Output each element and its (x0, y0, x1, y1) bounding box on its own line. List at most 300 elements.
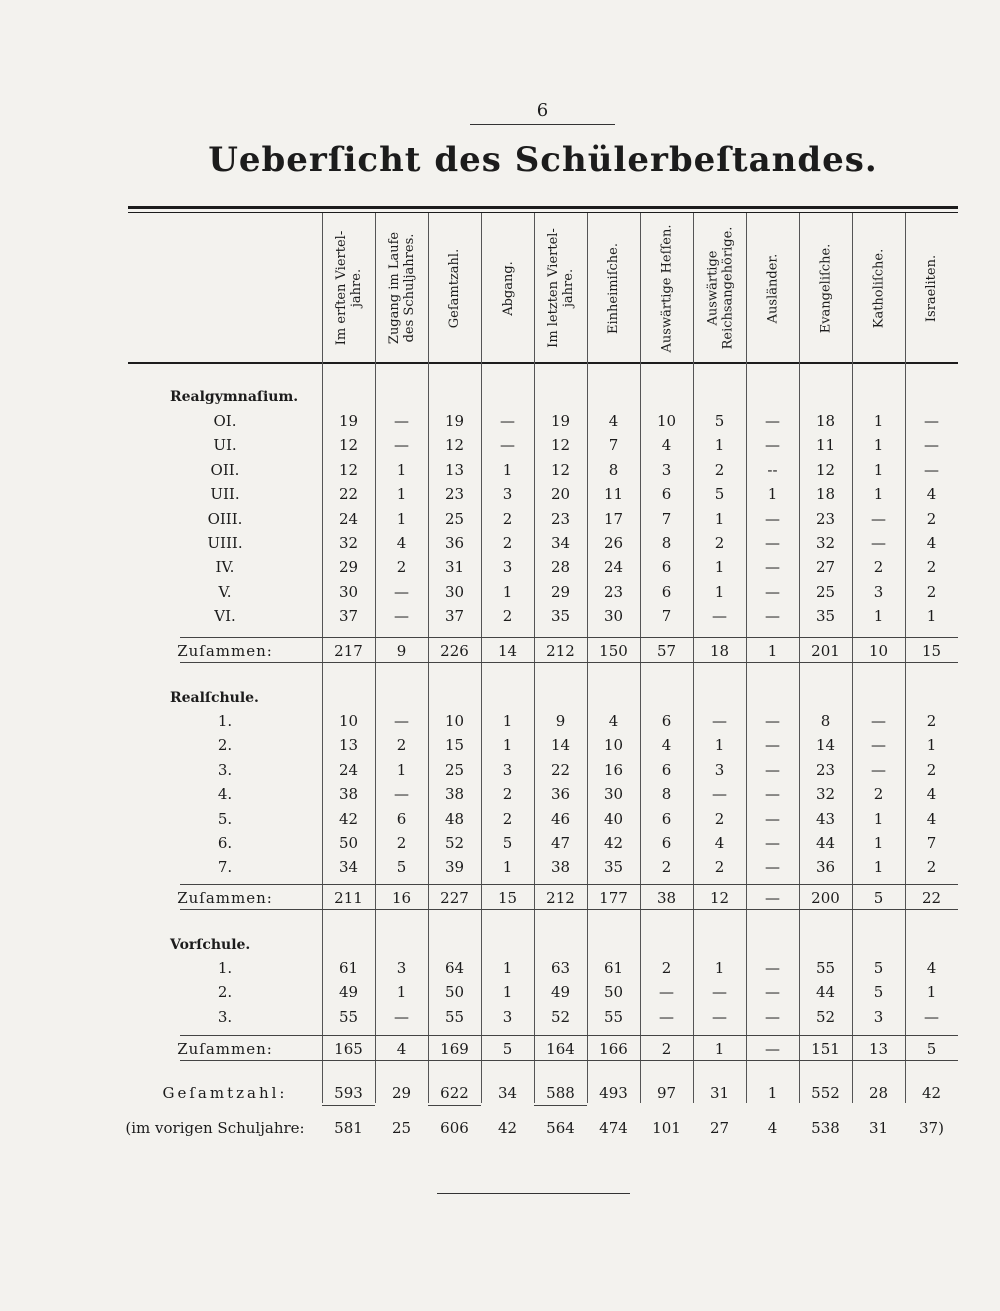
table-row-cell: 55 (444, 1008, 465, 1026)
table-row-cell: 1 (873, 607, 884, 625)
table-row-cell: 22 (550, 761, 571, 779)
table-row-cell: 1 (767, 485, 778, 503)
table-row-cell: 2 (396, 558, 407, 576)
subtotal-row-cell: — (765, 889, 780, 907)
table-row-cell: 23 (550, 510, 571, 528)
table-row-cell: 52 (815, 1008, 836, 1026)
table-row-cell: 3 (502, 761, 513, 779)
subtotal-row-cell: 212 (546, 642, 575, 660)
table-row-cell: 35 (815, 607, 836, 625)
table-row-cell: 24 (603, 558, 624, 576)
table-row-cell: 10 (656, 412, 677, 430)
table-row-cell: 1 (926, 983, 937, 1001)
table-row-cell: — (765, 534, 780, 552)
table-row-cell: 5 (714, 485, 725, 503)
table-row-cell: 4 (926, 959, 937, 977)
column-header (376, 216, 428, 360)
table-row-cell: 9 (555, 712, 566, 730)
table-row-cell: — (394, 712, 409, 730)
subtotal-rule (180, 909, 958, 910)
table-row-cell: 35 (550, 607, 571, 625)
subtotal-row-cell: 22 (921, 889, 942, 907)
table-row-cell: 5 (873, 959, 884, 977)
table-row-cell: — (871, 736, 886, 754)
table-row-cell: 5 (714, 412, 725, 430)
previous-year-row-cell: 581 (334, 1119, 363, 1137)
column-header (535, 216, 587, 360)
table-row-cell: 25 (444, 510, 465, 528)
table-row-cell: 4 (661, 736, 672, 754)
table-row-cell: 2 (714, 461, 725, 479)
subtotal-row-cell: 177 (599, 889, 628, 907)
table-row-cell: 3 (873, 583, 884, 601)
table-row-cell: 8 (608, 461, 619, 479)
table-row-cell: 2 (661, 959, 672, 977)
table-row-cell: 7 (661, 607, 672, 625)
table-row-cell: 46 (550, 810, 571, 828)
grand-total-row-cell: 31 (709, 1084, 730, 1102)
table-row-cell: 2 (714, 858, 725, 876)
table-row-cell: 1 (502, 983, 513, 1001)
table-row-cell: 14 (815, 736, 836, 754)
subtotal-row-cell: 211 (334, 889, 363, 907)
table-row-cell: 2 (873, 785, 884, 803)
table-row-cell: 25 (444, 761, 465, 779)
column-header (800, 216, 852, 360)
subtotal-rule (180, 884, 958, 885)
grand-total-label: Geſamtzahl: (162, 1084, 288, 1102)
grand-total-row-cell: 97 (656, 1084, 677, 1102)
section-title: Realſchule. (170, 690, 259, 706)
subtotal-row-cell: 166 (599, 1040, 628, 1058)
table-row-cell: 12 (338, 461, 359, 479)
table-row-cell: 29 (550, 583, 571, 601)
table-row-cell: 7 (608, 436, 619, 454)
table-row-cell: 30 (338, 583, 359, 601)
table-row-cell: 2 (873, 558, 884, 576)
table-row-cell: 3 (502, 558, 513, 576)
table-row-cell: 1 (396, 761, 407, 779)
table-row-cell: 12 (550, 436, 571, 454)
column-header-rule (128, 362, 958, 364)
table-row-cell: 30 (603, 785, 624, 803)
column-header (641, 216, 693, 360)
table-row-cell: 25 (815, 583, 836, 601)
table-row-cell: 49 (550, 983, 571, 1001)
subtotal-label: Zuſammen: (177, 889, 273, 907)
table-row-cell: 1 (926, 607, 937, 625)
column-header-label: Im letzten Viertel- jahre. (546, 228, 577, 348)
table-row-cell: 61 (603, 959, 624, 977)
table-row-cell: 1 (396, 983, 407, 1001)
table-row-cell: 2 (714, 534, 725, 552)
table-row-cell: 1 (873, 461, 884, 479)
table-row-cell: 16 (603, 761, 624, 779)
table-row-cell: 23 (603, 583, 624, 601)
table-row-cell: 8 (820, 712, 831, 730)
row-label: V. (218, 583, 232, 601)
table-row-cell: 11 (603, 485, 624, 503)
table-row-cell: 37 (444, 607, 465, 625)
table-row-cell: — (765, 761, 780, 779)
row-label: UI. (213, 436, 237, 454)
table-row-cell: 5 (873, 983, 884, 1001)
row-label: 6. (217, 834, 233, 852)
section-title: Realgymnaſium. (170, 389, 299, 405)
table-row-cell: 1 (502, 712, 513, 730)
subtotal-row-cell: 1 (714, 1040, 725, 1058)
subtotal-row-cell: 9 (396, 642, 407, 660)
table-row-cell: 50 (603, 983, 624, 1001)
table-row-cell: 2 (502, 607, 513, 625)
table-row-cell: 3 (873, 1008, 884, 1026)
table-row-cell: — (394, 412, 409, 430)
table-row-cell: — (871, 534, 886, 552)
table-row-cell: 6 (661, 834, 672, 852)
table-row-cell: — (765, 810, 780, 828)
subtotal-row-cell: 164 (546, 1040, 575, 1058)
previous-year-row-cell: 538 (811, 1119, 840, 1137)
table-row-cell: 1 (396, 461, 407, 479)
column-header (323, 216, 375, 360)
subtotal-row-cell: 150 (599, 642, 628, 660)
grand-total-row-cell: 493 (599, 1084, 628, 1102)
previous-year-row-cell: 42 (497, 1119, 518, 1137)
table-row-cell: 36 (550, 785, 571, 803)
table-row-cell: — (765, 558, 780, 576)
table-row-cell: 10 (444, 712, 465, 730)
row-label: 7. (217, 858, 233, 876)
column-header-label: Auswärtige Heſſen. (659, 224, 675, 352)
table-row-cell: — (924, 461, 939, 479)
grand-total-row-cell: 622 (440, 1084, 469, 1102)
subtotal-row-cell: 5 (502, 1040, 513, 1058)
subtotal-row-cell: 201 (811, 642, 840, 660)
subtotal-rule (180, 1060, 958, 1061)
table-row-cell: 2 (396, 736, 407, 754)
table-row-cell: — (712, 607, 727, 625)
table-row-cell: 1 (714, 510, 725, 528)
table-row-cell: 1 (714, 583, 725, 601)
subtotal-row-cell: 200 (811, 889, 840, 907)
table-row-cell: 40 (603, 810, 624, 828)
table-row-cell: 48 (444, 810, 465, 828)
subtotal-row-cell: 16 (391, 889, 412, 907)
table-row-cell: 1 (502, 461, 513, 479)
table-row-cell: 3 (661, 461, 672, 479)
grand-total-row-cell: 29 (391, 1084, 412, 1102)
table-row-cell: — (765, 736, 780, 754)
subtotal-label: Zuſammen: (177, 1040, 273, 1058)
table-row-cell: 3 (502, 485, 513, 503)
column-header-label: Geſamtzahl. (447, 248, 463, 328)
subtotal-row-cell: 226 (440, 642, 469, 660)
table-row-cell: 55 (338, 1008, 359, 1026)
table-row-cell: 4 (608, 712, 619, 730)
table-row-cell: 1 (502, 736, 513, 754)
subtotal-rule (180, 1035, 958, 1036)
previous-year-row-cell: 606 (440, 1119, 469, 1137)
table-row-cell: 6 (661, 712, 672, 730)
table-row-cell: — (871, 712, 886, 730)
table-row-cell: 28 (550, 558, 571, 576)
subtotal-row-cell: 13 (868, 1040, 889, 1058)
table-row-cell: 36 (815, 858, 836, 876)
previous-year-row-cell: 4 (767, 1119, 778, 1137)
grand-total-underline (322, 1105, 375, 1106)
subtotal-row-cell: 14 (497, 642, 518, 660)
table-row-cell: — (765, 412, 780, 430)
section-title: Vorſchule. (170, 937, 251, 953)
table-row-cell: 1 (714, 736, 725, 754)
table-row-cell: 2 (926, 761, 937, 779)
grand-total-row-cell: 1 (767, 1084, 778, 1102)
table-row-cell: — (924, 1008, 939, 1026)
row-label: OII. (210, 461, 240, 479)
table-row-cell: — (765, 712, 780, 730)
table-row-cell: 4 (926, 485, 937, 503)
subtotal-row-cell: 227 (440, 889, 469, 907)
previous-year-row-cell: 474 (599, 1119, 628, 1137)
table-row-cell: 1 (502, 583, 513, 601)
table-row-cell: 55 (815, 959, 836, 977)
table-row-cell: 4 (608, 412, 619, 430)
table-row-cell: 1 (502, 959, 513, 977)
table-row-cell: — (765, 959, 780, 977)
subtotal-label: Zuſammen: (177, 642, 273, 660)
table-row-cell: 12 (338, 436, 359, 454)
subtotal-row-cell: 18 (709, 642, 730, 660)
table-row-cell: 3 (502, 1008, 513, 1026)
table-row-cell: 2 (926, 712, 937, 730)
grand-total-underline (428, 1105, 481, 1106)
table-row-cell: 1 (396, 510, 407, 528)
table-row-cell: 38 (338, 785, 359, 803)
table-row-cell: 6 (396, 810, 407, 828)
table-row-cell: — (924, 412, 939, 430)
table-row-cell: 12 (550, 461, 571, 479)
table-row-cell: 43 (815, 810, 836, 828)
page-title: Ueberſicht des Schülerbeſtandes. (208, 140, 878, 180)
subtotal-row-cell: 10 (868, 642, 889, 660)
column-header-label: Auswärtige Reichsangehörige. (705, 226, 736, 350)
column-header-label: Einheimiſche. (606, 242, 622, 334)
page-number: 6 (470, 100, 615, 125)
subtotal-row-cell: 57 (656, 642, 677, 660)
table-row-cell: — (394, 583, 409, 601)
table-row-cell: 1 (502, 858, 513, 876)
table-row-cell: 1 (873, 834, 884, 852)
table-row-cell: 52 (550, 1008, 571, 1026)
table-row-cell: 1 (714, 436, 725, 454)
table-row-cell: 36 (444, 534, 465, 552)
column-header-label: Evangeliſche. (818, 243, 834, 333)
table-row-cell: 1 (873, 412, 884, 430)
table-row-cell: 27 (815, 558, 836, 576)
table-row-cell: — (712, 983, 727, 1001)
subtotal-row-cell: 1 (767, 642, 778, 660)
table-row-cell: — (765, 983, 780, 1001)
table-row-cell: 50 (338, 834, 359, 852)
table-row-cell: — (659, 983, 674, 1001)
table-row-cell: 12 (444, 436, 465, 454)
subtotal-row-cell: 151 (811, 1040, 840, 1058)
table-row-cell: 6 (661, 583, 672, 601)
table-row-cell: 1 (714, 558, 725, 576)
table-row-cell: 4 (926, 534, 937, 552)
table-row-cell: 63 (550, 959, 571, 977)
table-row-cell: — (712, 712, 727, 730)
grand-total-row-cell: 552 (811, 1084, 840, 1102)
row-label: 3. (217, 761, 233, 779)
row-label: OI. (213, 412, 237, 430)
table-row-cell: 2 (396, 834, 407, 852)
row-label: 5. (217, 810, 233, 828)
table-row-cell: 6 (661, 485, 672, 503)
table-row-cell: 10 (603, 736, 624, 754)
table-row-cell: — (765, 1008, 780, 1026)
subtotal-row-cell: 165 (334, 1040, 363, 1058)
table-row-cell: 7 (926, 834, 937, 852)
subtotal-row-cell: 38 (656, 889, 677, 907)
subtotal-row-cell: 5 (873, 889, 884, 907)
table-row-cell: 1 (873, 436, 884, 454)
table-row-cell: 6 (661, 761, 672, 779)
previous-year-row-cell: 564 (546, 1119, 575, 1137)
table-row-cell: 6 (661, 810, 672, 828)
column-header (429, 216, 481, 360)
table-row-cell: 37 (338, 607, 359, 625)
table-row-cell: 2 (502, 785, 513, 803)
column-header (747, 216, 799, 360)
row-label: OIII. (207, 510, 243, 528)
table-row-cell: — (765, 785, 780, 803)
table-row-cell: 42 (338, 810, 359, 828)
table-row-cell: — (765, 583, 780, 601)
table-row-cell: 32 (815, 534, 836, 552)
row-label: UIII. (207, 534, 243, 552)
row-label: IV. (215, 558, 235, 576)
table-row-cell: 18 (815, 485, 836, 503)
table-row-cell: 2 (926, 583, 937, 601)
table-row-cell: 5 (396, 858, 407, 876)
row-label: 3. (217, 1008, 233, 1026)
table-row-cell: 52 (444, 834, 465, 852)
table-row-cell: 5 (502, 834, 513, 852)
table-row-cell: 30 (603, 607, 624, 625)
row-label: 2. (217, 736, 233, 754)
table-row-cell: 23 (815, 510, 836, 528)
table-row-cell: 15 (444, 736, 465, 754)
header-rule-thin (128, 212, 958, 213)
table-row-cell: 23 (444, 485, 465, 503)
table-row-cell: — (765, 858, 780, 876)
table-row-cell: 23 (815, 761, 836, 779)
table-row-cell: — (394, 785, 409, 803)
table-row-cell: 4 (396, 534, 407, 552)
table-row-cell: — (659, 1008, 674, 1026)
table-row-cell: 1 (873, 858, 884, 876)
table-row-cell: — (765, 834, 780, 852)
subtotal-row-cell: 5 (926, 1040, 937, 1058)
column-header (588, 216, 640, 360)
table-row-cell: 31 (444, 558, 465, 576)
table-row-cell: — (924, 436, 939, 454)
table-row-cell: — (765, 436, 780, 454)
table-row-cell: 2 (502, 810, 513, 828)
column-header-label: Abgang. (500, 260, 516, 316)
previous-year-row-cell: 37) (919, 1119, 944, 1137)
table-row-cell: — (500, 436, 515, 454)
table-row-cell: 29 (338, 558, 359, 576)
column-header-label: Im erſten Viertel- jahre. (334, 230, 364, 346)
table-row-cell: — (394, 1008, 409, 1026)
table-row-cell: 20 (550, 485, 571, 503)
previous-year-row-cell: 101 (652, 1119, 681, 1137)
column-header (482, 216, 534, 360)
table-row-cell: — (500, 412, 515, 430)
subtotal-rule (180, 637, 958, 638)
subtotal-row-cell: 217 (334, 642, 363, 660)
table-row-cell: 4 (661, 436, 672, 454)
table-row-cell: 13 (338, 736, 359, 754)
table-row-cell: 4 (714, 834, 725, 852)
table-row-cell: 39 (444, 858, 465, 876)
table-row-cell: — (765, 607, 780, 625)
table-row-cell: 10 (338, 712, 359, 730)
table-row-cell: 2 (714, 810, 725, 828)
table-row-cell: — (765, 510, 780, 528)
table-row-cell: 19 (550, 412, 571, 430)
subtotal-rule (180, 662, 958, 663)
table-row-cell: 8 (661, 534, 672, 552)
table-row-cell: 13 (444, 461, 465, 479)
table-row-cell: 2 (502, 534, 513, 552)
table-row-cell: 2 (926, 558, 937, 576)
previous-year-label: (im vorigen Schuljahre: (125, 1119, 305, 1137)
table-row-cell: 14 (550, 736, 571, 754)
table-row-cell: 1 (873, 485, 884, 503)
table-row-cell: 64 (444, 959, 465, 977)
table-row-cell: 1 (714, 959, 725, 977)
previous-year-row-cell: 27 (709, 1119, 730, 1137)
grand-total-row-cell: 42 (921, 1084, 942, 1102)
column-header-label: Ausländer. (765, 253, 781, 323)
table-row-cell: 34 (550, 534, 571, 552)
subtotal-row-cell: 169 (440, 1040, 469, 1058)
column-header-label: Zugang im Laufe des Schuljahres. (387, 231, 417, 345)
subtotal-row-cell: — (765, 1040, 780, 1058)
row-label: VI. (214, 607, 236, 625)
table-row-cell: 42 (603, 834, 624, 852)
grand-total-underline (534, 1105, 587, 1106)
column-header-label: Katholiſche. (871, 248, 887, 328)
table-row-cell: 17 (603, 510, 624, 528)
table-row-cell: 4 (926, 810, 937, 828)
subtotal-row-cell: 212 (546, 889, 575, 907)
table-row-cell: — (871, 761, 886, 779)
row-label: 2. (217, 983, 233, 1001)
table-row-cell: 1 (396, 485, 407, 503)
table-row-cell: — (394, 436, 409, 454)
table-row-cell: 2 (926, 858, 937, 876)
table-row-cell: 2 (926, 510, 937, 528)
table-row-cell: — (871, 510, 886, 528)
row-label: 1. (217, 712, 233, 730)
table-row-cell: 35 (603, 858, 624, 876)
table-row-cell: 6 (661, 558, 672, 576)
subtotal-row-cell: 15 (921, 642, 942, 660)
